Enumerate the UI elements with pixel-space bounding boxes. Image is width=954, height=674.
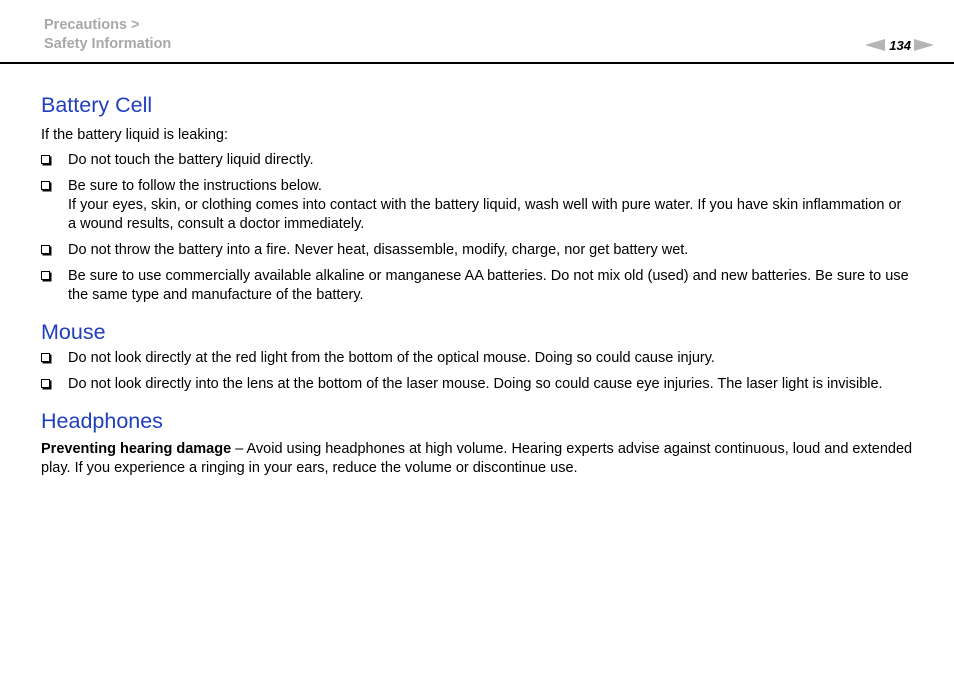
headphones-paragraph	[41, 440, 913, 478]
battery-intro: If the battery liquid is leaking:	[41, 127, 228, 143]
mouse-section	[41, 317, 913, 394]
list-item-text: Be sure to follow the instructions below.	[68, 178, 322, 194]
list-item	[41, 151, 913, 170]
section-title-mouse: Mouse	[41, 320, 106, 344]
battery-list	[41, 151, 913, 305]
checkbox-bullet-icon	[41, 245, 50, 254]
headphones-section	[41, 406, 913, 478]
list-item	[41, 241, 913, 260]
list-item	[41, 177, 913, 234]
list-item-text: Do not throw the battery into a fire. Never heat, disassemble, modify, charge, nor get battery wet.	[68, 242, 689, 258]
list-item-text: Do not look directly at the red light from the bottom of the optical mouse. Doing so could cause injury.	[68, 350, 715, 366]
headphones-lead: Preventing hearing damage	[41, 441, 232, 457]
list-item	[41, 375, 913, 394]
list-item-text: Be sure to use commercially available alkaline or manganese AA batteries. Do not mix old (used) and new batteries. Be sure to use the same type and manufacture of the battery.	[68, 268, 909, 303]
list-item-detail: If your eyes, skin, or clothing comes into contact with the battery liquid, wash well with pure water. If you have skin inflammation or a wound results, consult a doctor immediately.	[68, 197, 902, 232]
checkbox-bullet-icon	[41, 379, 50, 388]
section-title-battery-cell: Battery Cell	[41, 93, 153, 117]
list-item	[41, 349, 913, 368]
battery-cell-section	[41, 90, 913, 305]
list-item-text: Do not touch the battery liquid directly.	[68, 152, 314, 168]
page-content	[41, 90, 913, 478]
list-item-text: Do not look directly into the lens at the bottom of the laser mouse. Doing so could cause eye injuries. The laser light is invisible.	[68, 376, 883, 392]
checkbox-bullet-icon	[41, 271, 50, 280]
mouse-list	[41, 349, 913, 394]
breadcrumb	[44, 16, 171, 54]
breadcrumb-current: Safety Information	[44, 36, 172, 52]
breadcrumb-parent[interactable]: Precautions >	[44, 17, 140, 33]
page-header	[0, 0, 954, 64]
checkbox-bullet-icon	[41, 181, 50, 190]
page-navigator	[865, 37, 934, 53]
page-number: 134	[889, 37, 911, 53]
checkbox-bullet-icon	[41, 353, 50, 362]
header-divider	[0, 62, 954, 64]
checkbox-bullet-icon	[41, 155, 50, 164]
headphones-body: – Avoid using headphones at high volume. Hearing experts advise against continuous, loud and extended play. If you experience a ringing in your ears, reduce the volume or discontinue use.	[41, 441, 913, 476]
list-item	[41, 267, 913, 305]
previous-page-arrow-icon[interactable]	[865, 39, 885, 51]
next-page-arrow-icon[interactable]	[914, 39, 934, 51]
section-title-headphones: Headphones	[41, 409, 163, 433]
